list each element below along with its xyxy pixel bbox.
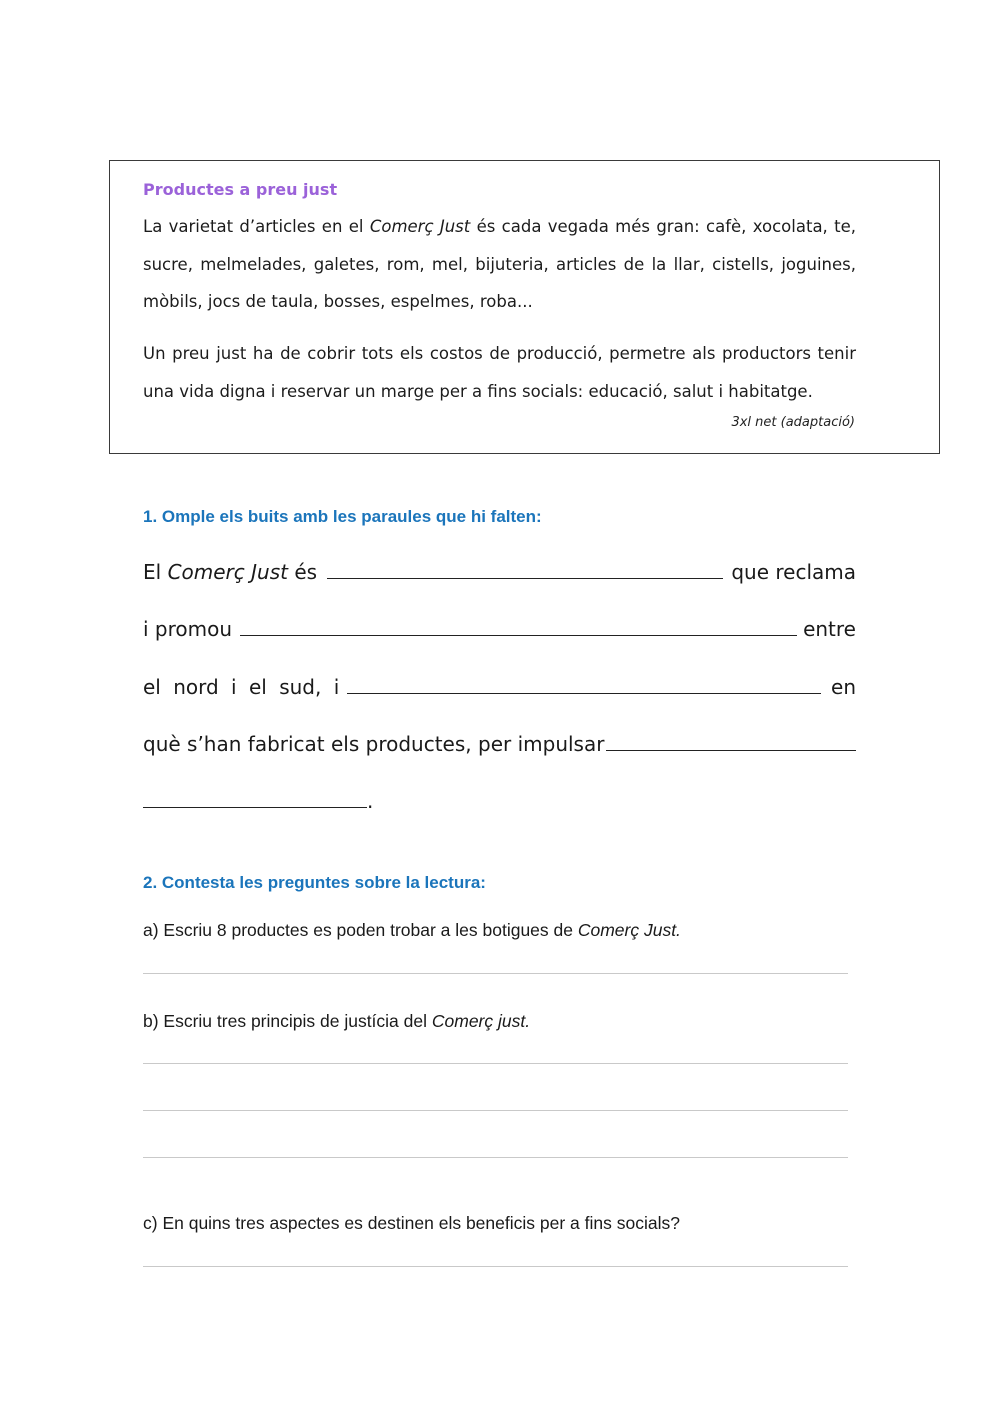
fill-line-2 <box>143 615 856 643</box>
exercise-1-heading: 1. Omple els buits amb les paraules que hi falten: <box>143 507 542 526</box>
fill-line-1-text-a: El <box>143 560 168 584</box>
question-a <box>143 920 681 941</box>
question-a-text: a) Escriu 8 productes es poden trobar a les botigues de <box>143 920 578 940</box>
reading-paragraph-1 <box>143 208 856 321</box>
question-b-text: b) Escriu tres principis de justícia del <box>143 1011 432 1031</box>
fill-line-1-suffix: que reclama <box>731 560 856 584</box>
answer-line-c[interactable] <box>143 1266 848 1267</box>
fill-line-5 <box>143 787 856 815</box>
question-b <box>143 1011 530 1032</box>
reading-paragraph-1-emphasis: Comerç Just <box>369 217 471 236</box>
question-a-emphasis: Comerç Just. <box>577 920 681 940</box>
fill-line-5-period: . <box>367 789 374 813</box>
blank-1[interactable] <box>327 558 723 579</box>
fill-line-1-prefix <box>143 558 317 586</box>
answer-line-a[interactable] <box>143 973 848 974</box>
fill-line-2-prefix: i promou <box>143 617 233 641</box>
fill-line-4 <box>143 730 856 758</box>
reading-paragraph-2: Un preu just ha de cobrir tots els costos de producció, permetre als productors tenir una vida digna i reservar un marge per a fins socials: educació, salut i habitatge. <box>143 344 856 401</box>
answer-line-b3[interactable] <box>143 1157 848 1158</box>
reading-paragraph-1-start: La varietat d’articles en el <box>143 217 370 236</box>
exercise-2-heading: 2. Contesta les preguntes sobre la lectura: <box>143 873 486 892</box>
reading-paragraph-1-end: és cada vegada més gran: cafè, xocolata, te, sucre, melmelades, galetes, rom, mel, bijuteria, articles de la llar, cistells, joguines, mòbils, jocs de taula, bosses, espelmes, roba... <box>143 217 856 311</box>
fill-line-3-suffix: en <box>831 675 856 699</box>
fill-line-1-text-b: és <box>287 560 318 584</box>
fill-line-1-emphasis: Comerç Just <box>167 560 288 584</box>
fill-line-4-prefix: què s’han fabricat els productes, per impulsar <box>143 732 605 756</box>
question-b-emphasis: Comerç just. <box>431 1011 531 1031</box>
answer-line-b2[interactable] <box>143 1110 848 1111</box>
fill-line-3-prefix: el nord i el sud, i <box>143 675 340 699</box>
reading-box <box>109 160 940 454</box>
blank-3[interactable] <box>347 673 821 694</box>
answer-line-b1[interactable] <box>143 1063 848 1064</box>
blank-5[interactable] <box>143 787 367 808</box>
reading-title: Productes a preu just <box>143 180 338 199</box>
fill-line-2-suffix: entre <box>803 617 856 641</box>
fill-line-3 <box>143 673 856 701</box>
blank-2[interactable] <box>240 615 797 636</box>
reading-source: 3xl net (adaptació) <box>731 415 855 430</box>
question-c: c) En quins tres aspectes es destinen els beneficis per a fins socials? <box>143 1213 680 1233</box>
fill-line-1 <box>143 558 856 586</box>
blank-4[interactable] <box>606 730 856 751</box>
